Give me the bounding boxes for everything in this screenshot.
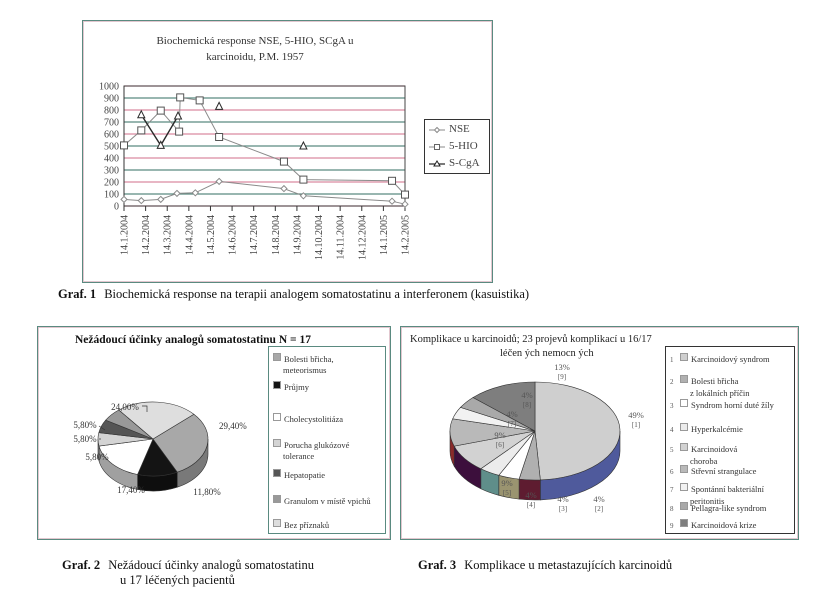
legend-label-cont: peritonitis <box>690 496 725 506</box>
legend-label: Bolesti břicha <box>691 376 739 386</box>
legend-item <box>670 465 756 478</box>
x-tick-label: 14.2.2005 <box>400 215 412 255</box>
graf3-text: Komplikace u metastazujících karcinoidů <box>464 558 673 572</box>
legend-label-nse: NSE <box>449 123 470 135</box>
legend-swatch-icon <box>680 483 688 491</box>
legend-label: Porucha glukózové <box>284 440 350 450</box>
legend-label: Bolesti břicha, <box>284 354 334 364</box>
x-tick-label: 14.9.2004 <box>292 215 304 255</box>
legend-number: 5 <box>670 446 674 454</box>
x-tick-label: 14.11.2004 <box>335 215 347 260</box>
legend-label: Karcinoidová <box>691 444 738 454</box>
legend-label: Průjmy <box>284 382 310 392</box>
nse-point <box>138 198 144 204</box>
graf1-caption <box>58 287 529 302</box>
legend-swatch-icon <box>680 443 688 451</box>
slice-tag: [7] <box>507 420 517 428</box>
slice-tag: [2] <box>594 505 604 513</box>
legend-item <box>273 519 329 531</box>
legend-label: Střevní strangulace <box>691 466 757 476</box>
slice-label: 9% <box>501 478 513 488</box>
graf3-caption <box>418 558 672 573</box>
nse-point <box>158 196 164 202</box>
chart3-title-line1: Komplikace u karcinoidů; 23 projevů komplikací u 16/17 <box>410 334 652 345</box>
5hio-point <box>216 134 223 141</box>
slice-label: 5,80% <box>73 420 97 430</box>
nse-point <box>121 196 127 202</box>
legend-label: Bez příznaků <box>284 520 330 530</box>
legend-item <box>670 399 774 412</box>
graf2-label: Graf. 2 <box>62 558 101 572</box>
y-tick-label: 500 <box>104 141 119 153</box>
legend-label-cont: meteorismus <box>283 365 327 375</box>
chart2-title: Nežádoucí účinky analogů somatostatinu N = 17 <box>75 334 311 346</box>
legend-swatch-icon <box>273 413 281 421</box>
y-tick-label: 900 <box>104 93 119 105</box>
slice-label: 5,80% <box>73 434 97 444</box>
legend-swatch-icon <box>273 469 281 477</box>
legend-label: Granulom v místě vpichů <box>284 496 371 506</box>
legend-item <box>273 413 343 425</box>
slice-label: 13% <box>554 362 570 372</box>
legend-label: Cholecystolitiáza <box>284 414 344 424</box>
chart1-plot <box>0 0 821 300</box>
5hio-point <box>280 158 287 165</box>
chart1-title-line1: Biochemická response NSE, 5-HIO, SCgA u <box>156 35 354 47</box>
legend-number: 6 <box>670 468 674 476</box>
x-tick-label: 14.4.2004 <box>184 215 196 255</box>
legend-label-cont: tolerance <box>283 451 315 461</box>
chart1-legend <box>424 119 490 174</box>
legend-number: 4 <box>670 426 674 434</box>
legend-label: Karcinoidová krize <box>691 520 757 530</box>
legend-swatch-icon <box>273 381 281 389</box>
slice-label: 9% <box>494 430 506 440</box>
graf2-caption-line2: u 17 léčených pacientů <box>120 573 235 587</box>
legend-item <box>273 439 349 462</box>
square-marker-icon <box>435 145 440 150</box>
y-tick-label: 400 <box>104 153 119 165</box>
legend-item <box>670 375 749 399</box>
graf1-text: Biochemická response na terapii analogem somatostatinu a interferonem (kasuistika) <box>104 287 530 301</box>
legend-number: 8 <box>670 505 674 513</box>
slice-tag: [8] <box>522 401 532 409</box>
slice-label: 49% <box>628 410 644 420</box>
scga-point <box>138 111 145 118</box>
slice-tag: [1] <box>631 421 641 429</box>
legend-label-5hio: 5-HIO <box>449 140 478 152</box>
legend-item <box>273 469 325 481</box>
slice-label: 4% <box>506 409 518 419</box>
legend-swatch-icon <box>273 353 281 361</box>
series-line-s-cga <box>141 115 178 146</box>
legend-number: 9 <box>670 522 674 530</box>
legend-item <box>273 495 371 507</box>
5hio-point <box>402 191 409 198</box>
y-tick-label: 0 <box>114 201 119 213</box>
5hio-point <box>196 97 203 104</box>
chart2-pie <box>37 326 267 538</box>
x-tick-label: 14.1.2004 <box>119 215 131 255</box>
legend-number: 1 <box>670 356 674 364</box>
slice-label: 5,80% <box>85 452 109 462</box>
slice-label: 29,40% <box>219 421 247 431</box>
legend-swatch-icon <box>273 519 281 527</box>
legend-swatch-icon <box>680 353 688 361</box>
x-tick-label: 14.12.2004 <box>357 215 369 260</box>
nse-point <box>389 198 395 204</box>
legend-swatch-icon <box>680 375 688 383</box>
legend-item <box>273 381 309 393</box>
legend-swatch-icon <box>273 495 281 503</box>
chart3-title-line2: léčen ých nemocn ých <box>500 348 594 359</box>
legend-label: Karcinoidový syndrom <box>691 354 770 364</box>
nse-point <box>192 190 198 196</box>
slice-label: 17,40% <box>117 485 145 495</box>
legend-item <box>670 353 770 366</box>
5hio-point <box>389 177 396 184</box>
graf1-label: Graf. 1 <box>58 287 97 301</box>
x-tick-label: 14.3.2004 <box>162 215 174 255</box>
slice-label: 4% <box>525 490 537 500</box>
legend-number: 2 <box>670 378 674 386</box>
legend-item <box>670 502 766 515</box>
y-tick-label: 700 <box>104 117 119 129</box>
legend-swatch-icon <box>680 465 688 473</box>
y-tick-label: 600 <box>104 129 119 141</box>
slice-label: 24,00% <box>111 402 139 412</box>
y-tick-label: 300 <box>104 165 119 177</box>
legend-label: Hyperkalcémie <box>691 424 743 434</box>
slice-tag: [9] <box>557 373 567 381</box>
5hio-point <box>177 94 184 101</box>
legend-item <box>670 423 743 436</box>
legend-swatch-icon <box>680 502 688 510</box>
legend-number: 3 <box>670 402 674 410</box>
legend-label-scga: S-CgA <box>449 157 480 169</box>
5hio-point <box>176 128 183 135</box>
chart3-legend <box>665 346 795 534</box>
legend-label: Spontánní bakteriální <box>691 484 764 494</box>
nse-point <box>216 178 222 184</box>
nse-point <box>174 190 180 196</box>
x-tick-label: 14.7.2004 <box>249 215 261 255</box>
5hio-point <box>300 176 307 183</box>
graf2-text: Nežádoucí účinky analogů somatostatinu <box>108 558 315 572</box>
slice-label: 4% <box>557 494 569 504</box>
legend-label: Syndrom horní duté žíly <box>691 400 774 410</box>
chart2-legend <box>268 346 386 534</box>
x-tick-label: 14.10.2004 <box>314 215 326 260</box>
legend-swatch-icon <box>273 439 281 447</box>
graf3-label: Graf. 3 <box>418 558 457 572</box>
slice-tag: [3] <box>558 505 568 513</box>
x-tick-label: 14.2.2004 <box>141 215 153 255</box>
nse-point <box>281 186 287 192</box>
legend-label-cont: choroba <box>690 456 718 466</box>
legend-swatch-icon <box>680 399 688 407</box>
diamond-marker-icon <box>435 128 440 133</box>
legend-label: Hepatopatie <box>284 470 326 480</box>
series-line-nse <box>124 181 405 204</box>
legend-item <box>273 353 334 376</box>
legend-item <box>670 443 737 467</box>
slice-tag: [6] <box>495 441 505 449</box>
y-tick-label: 200 <box>104 177 119 189</box>
y-tick-label: 100 <box>104 189 119 201</box>
legend-number: 7 <box>670 486 674 494</box>
x-tick-label: 14.6.2004 <box>227 215 239 255</box>
y-tick-label: 1000 <box>99 81 119 93</box>
legend-swatch-icon <box>680 519 688 527</box>
chart1-title-line2: karcinoidu, P.M. 1957 <box>206 51 304 63</box>
x-tick-label: 14.1.2005 <box>378 215 390 255</box>
y-tick-label: 800 <box>104 105 119 117</box>
5hio-point <box>138 127 145 134</box>
chart3-pie <box>400 326 670 538</box>
slice-label: 4% <box>521 390 533 400</box>
slice-tag: [5] <box>502 489 512 497</box>
slice-label: 4% <box>593 494 605 504</box>
scga-point <box>175 112 182 119</box>
legend-label-cont: z lokálních příčin <box>690 388 750 398</box>
x-tick-label: 14.5.2004 <box>205 215 217 255</box>
slice-label: 11,80% <box>193 487 221 497</box>
legend-label: Pellagra-like syndrom <box>691 503 767 513</box>
5hio-point <box>121 142 128 149</box>
legend-item <box>670 519 756 532</box>
graf2-caption <box>62 558 314 573</box>
5hio-point <box>157 107 164 114</box>
slice-tag: [4] <box>526 501 536 509</box>
x-tick-label: 14.8.2004 <box>270 215 282 255</box>
legend-swatch-icon <box>680 423 688 431</box>
scga-point <box>216 102 223 109</box>
